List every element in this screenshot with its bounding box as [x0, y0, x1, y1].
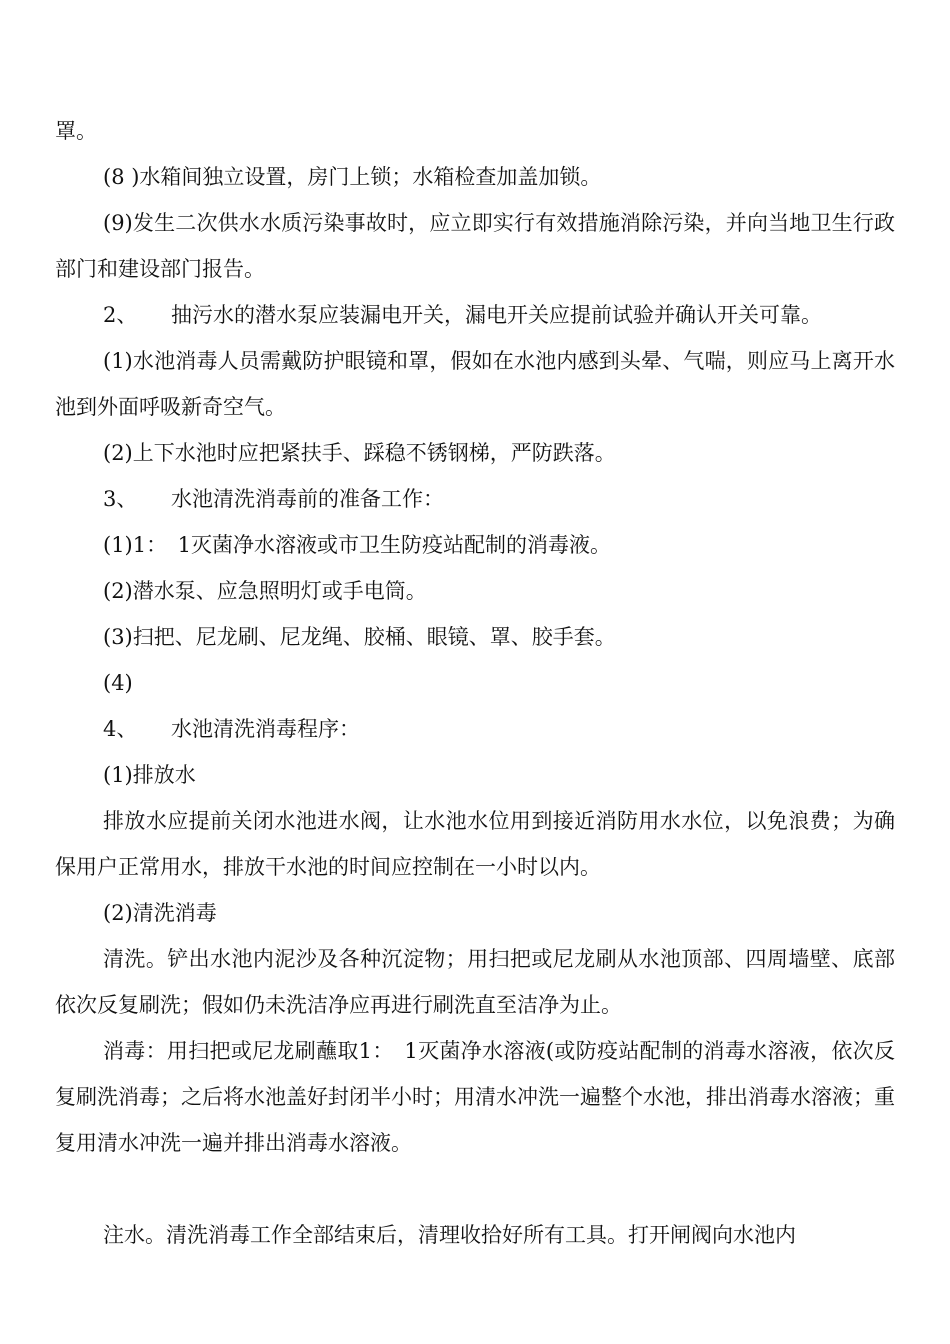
paragraph-safety-1: (1)水池消毒人员需戴防护眼镜和罩，假如在水池内感到头晕、气喘，则应马上离开水池到外面呼吸新奇空气。 [55, 349, 895, 419]
paragraph-prep-3: (3)扫把、尼龙刷、尼龙绳、胶桶、眼镜、罩、胶手套。 [103, 625, 616, 649]
paragraph-continuation: 罩。 [55, 119, 97, 143]
subheading-drain: (1)排放水 [103, 763, 196, 787]
section-4-heading [103, 706, 895, 752]
paragraph-drain: 排放水应提前关闭水池进水阀，让水池水位用到接近消防用水水位，以免浪费；为确保用户正常用水，排放干水池的时间应控制在一小时以内。 [55, 809, 895, 879]
paragraph-safety-2: (2)上下水池时应把紧扶手、踩稳不锈钢梯，严防跌落。 [103, 441, 616, 465]
paragraph-disinfect: 消毒：用扫把或尼龙刷蘸取1： 1灭菌净水溶液(或防疫站配制的消毒水溶液，依次反复刷洗消毒；之后将水池盖好封闭半小时；用清水冲洗一遍整个水池，排出消毒水溶液；重复用清水冲洗一遍并排出消毒水溶液。 [55, 1039, 895, 1155]
section-number: 3、 [103, 487, 138, 511]
paragraph-prep-2: (2)潜水泵、应急照明灯或手电筒。 [103, 579, 427, 603]
paragraph-refill: 注水。清洗消毒工作全部结束后，清理收拾好所有工具。打开闸阀向水池内 [103, 1223, 796, 1247]
section-3-heading [103, 476, 895, 522]
section-number: 2、 [103, 303, 138, 327]
section-text: 水池清洗消毒前的准备工作： [171, 487, 444, 511]
section-number: 4、 [103, 717, 138, 741]
paragraph-prep-4: (4) [103, 671, 133, 695]
paragraph-item-9: (9)发生二次供水水质污染事故时，应立即实行有效措施消除污染，并向当地卫生行政部门和建设部门报告。 [55, 211, 895, 281]
section-2-heading [103, 292, 895, 338]
paragraph-item-8: (8 )水箱间独立设置，房门上锁；水箱检查加盖加锁。 [103, 165, 602, 189]
subheading-clean-disinfect: (2)清洗消毒 [103, 901, 217, 925]
section-text: 抽污水的潜水泵应装漏电开关，漏电开关应提前试验并确认开关可靠。 [171, 303, 822, 327]
section-text: 水池清洗消毒程序： [171, 717, 360, 741]
paragraph-clean: 清洗。铲出水池内泥沙及各种沉淀物；用扫把或尼龙刷从水池顶部、四周墙壁、底部依次反复刷洗；假如仍未洗洁净应再进行刷洗直至洁净为止。 [55, 947, 895, 1017]
paragraph-prep-1: (1)1： 1灭菌净水溶液或市卫生防疫站配制的消毒液。 [103, 533, 611, 557]
